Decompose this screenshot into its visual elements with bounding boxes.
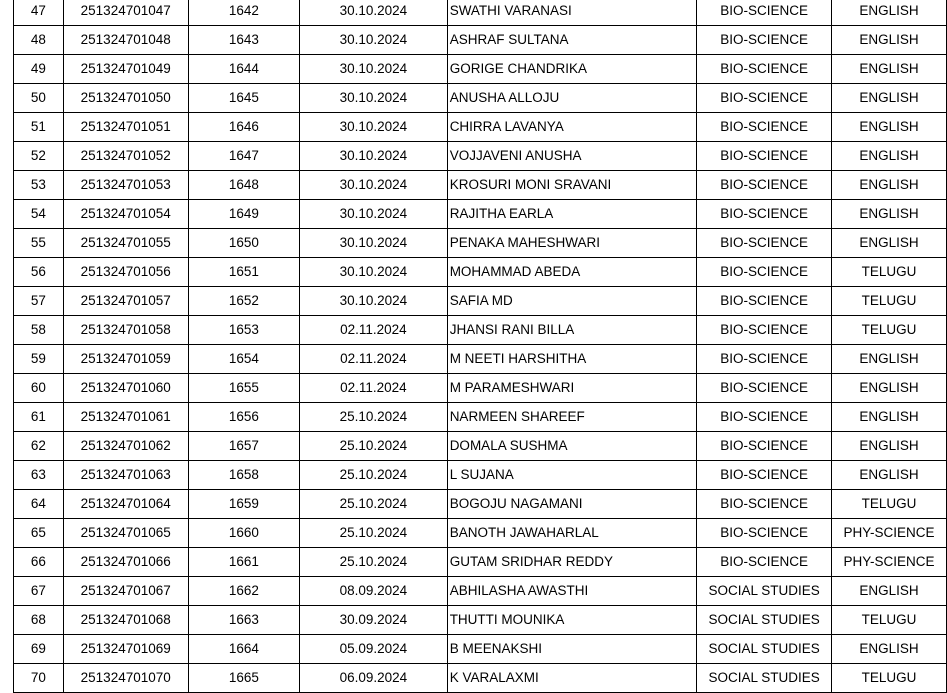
candidate-name-cell: K VARALAXMI xyxy=(447,664,697,693)
table-row xyxy=(14,113,947,142)
subject-cell: BIO-SCIENCE xyxy=(697,490,832,519)
candidate-name-cell: SAFIA MD xyxy=(447,287,697,316)
candidate-name-cell: NARMEEN SHAREEF xyxy=(447,403,697,432)
medium-cell: TELUGU xyxy=(832,316,947,345)
date-cell: 30.10.2024 xyxy=(300,55,448,84)
date-cell: 25.10.2024 xyxy=(300,403,448,432)
table-row xyxy=(14,258,947,287)
date-cell: 05.09.2024 xyxy=(300,635,448,664)
code-cell: 1649 xyxy=(188,200,300,229)
registration-number-cell: 251324701052 xyxy=(63,142,188,171)
candidate-name-cell: ABHILASHA AWASTHI xyxy=(447,577,697,606)
date-cell: 08.09.2024 xyxy=(300,577,448,606)
serial-number-cell: 67 xyxy=(14,577,64,606)
medium-cell: ENGLISH xyxy=(832,200,947,229)
date-cell: 30.10.2024 xyxy=(300,258,448,287)
registration-number-cell: 251324701058 xyxy=(63,316,188,345)
medium-cell: TELUGU xyxy=(832,606,947,635)
code-cell: 1661 xyxy=(188,548,300,577)
medium-cell: PHY-SCIENCE xyxy=(832,548,947,577)
medium-cell: TELUGU xyxy=(832,258,947,287)
table-row xyxy=(14,490,947,519)
medium-cell: ENGLISH xyxy=(832,113,947,142)
candidate-name-cell: ASHRAF SULTANA xyxy=(447,26,697,55)
serial-number-cell: 53 xyxy=(14,171,64,200)
table-row xyxy=(14,345,947,374)
candidate-name-cell: M PARAMESHWARI xyxy=(447,374,697,403)
code-cell: 1654 xyxy=(188,345,300,374)
serial-number-cell: 47 xyxy=(14,0,64,26)
table-row xyxy=(14,316,947,345)
code-cell: 1653 xyxy=(188,316,300,345)
medium-cell: ENGLISH xyxy=(832,374,947,403)
table-row xyxy=(14,664,947,693)
table-row xyxy=(14,142,947,171)
medium-cell: ENGLISH xyxy=(832,229,947,258)
candidate-name-cell: VOJJAVENI ANUSHA xyxy=(447,142,697,171)
candidate-name-cell: RAJITHA EARLA xyxy=(447,200,697,229)
medium-cell: ENGLISH xyxy=(832,26,947,55)
registration-number-cell: 251324701047 xyxy=(63,0,188,26)
table-row xyxy=(14,577,947,606)
date-cell: 30.10.2024 xyxy=(300,171,448,200)
medium-cell: ENGLISH xyxy=(832,461,947,490)
subject-cell: BIO-SCIENCE xyxy=(697,258,832,287)
subject-cell: BIO-SCIENCE xyxy=(697,548,832,577)
code-cell: 1652 xyxy=(188,287,300,316)
table-row xyxy=(14,548,947,577)
date-cell: 02.11.2024 xyxy=(300,374,448,403)
registration-number-cell: 251324701068 xyxy=(63,606,188,635)
table-row xyxy=(14,200,947,229)
medium-cell: ENGLISH xyxy=(832,142,947,171)
subject-cell: BIO-SCIENCE xyxy=(697,84,832,113)
date-cell: 30.10.2024 xyxy=(300,200,448,229)
subject-cell: BIO-SCIENCE xyxy=(697,461,832,490)
candidate-name-cell: SWATHI VARANASI xyxy=(447,0,697,26)
subject-cell: BIO-SCIENCE xyxy=(697,316,832,345)
code-cell: 1651 xyxy=(188,258,300,287)
candidate-name-cell: KROSURI MONI SRAVANI xyxy=(447,171,697,200)
registration-number-cell: 251324701064 xyxy=(63,490,188,519)
candidate-name-cell: CHIRRA LAVANYA xyxy=(447,113,697,142)
subject-cell: BIO-SCIENCE xyxy=(697,345,832,374)
subject-cell: BIO-SCIENCE xyxy=(697,171,832,200)
date-cell: 30.10.2024 xyxy=(300,229,448,258)
code-cell: 1662 xyxy=(188,577,300,606)
code-cell: 1648 xyxy=(188,171,300,200)
table-row xyxy=(14,55,947,84)
registration-number-cell: 251324701062 xyxy=(63,432,188,461)
registration-number-cell: 251324701053 xyxy=(63,171,188,200)
table-row xyxy=(14,84,947,113)
serial-number-cell: 58 xyxy=(14,316,64,345)
registration-number-cell: 251324701070 xyxy=(63,664,188,693)
date-cell: 02.11.2024 xyxy=(300,345,448,374)
date-cell: 30.10.2024 xyxy=(300,84,448,113)
date-cell: 30.10.2024 xyxy=(300,113,448,142)
date-cell: 30.09.2024 xyxy=(300,606,448,635)
table-row xyxy=(14,461,947,490)
medium-cell: TELUGU xyxy=(832,490,947,519)
serial-number-cell: 49 xyxy=(14,55,64,84)
subject-cell: SOCIAL STUDIES xyxy=(697,606,832,635)
registration-number-cell: 251324701060 xyxy=(63,374,188,403)
registration-number-cell: 251324701063 xyxy=(63,461,188,490)
code-cell: 1656 xyxy=(188,403,300,432)
code-cell: 1650 xyxy=(188,229,300,258)
serial-number-cell: 70 xyxy=(14,664,64,693)
code-cell: 1659 xyxy=(188,490,300,519)
medium-cell: ENGLISH xyxy=(832,55,947,84)
code-cell: 1660 xyxy=(188,519,300,548)
serial-number-cell: 61 xyxy=(14,403,64,432)
code-cell: 1645 xyxy=(188,84,300,113)
serial-number-cell: 59 xyxy=(14,345,64,374)
subject-cell: SOCIAL STUDIES xyxy=(697,577,832,606)
subject-cell: BIO-SCIENCE xyxy=(697,26,832,55)
table-row xyxy=(14,374,947,403)
code-cell: 1657 xyxy=(188,432,300,461)
serial-number-cell: 56 xyxy=(14,258,64,287)
subject-cell: BIO-SCIENCE xyxy=(697,519,832,548)
registration-number-cell: 251324701051 xyxy=(63,113,188,142)
table-row xyxy=(14,171,947,200)
code-cell: 1644 xyxy=(188,55,300,84)
subject-cell: BIO-SCIENCE xyxy=(697,432,832,461)
registration-number-cell: 251324701050 xyxy=(63,84,188,113)
candidate-name-cell: PENAKA MAHESHWARI xyxy=(447,229,697,258)
code-cell: 1664 xyxy=(188,635,300,664)
subject-cell: BIO-SCIENCE xyxy=(697,200,832,229)
registration-number-cell: 251324701059 xyxy=(63,345,188,374)
serial-number-cell: 50 xyxy=(14,84,64,113)
candidate-name-cell: M NEETI HARSHITHA xyxy=(447,345,697,374)
code-cell: 1655 xyxy=(188,374,300,403)
date-cell: 30.10.2024 xyxy=(300,142,448,171)
registration-number-cell: 251324701069 xyxy=(63,635,188,664)
medium-cell: ENGLISH xyxy=(832,432,947,461)
records-table-body xyxy=(14,0,947,693)
date-cell: 02.11.2024 xyxy=(300,316,448,345)
medium-cell: ENGLISH xyxy=(832,635,947,664)
serial-number-cell: 60 xyxy=(14,374,64,403)
date-cell: 25.10.2024 xyxy=(300,548,448,577)
serial-number-cell: 65 xyxy=(14,519,64,548)
registration-number-cell: 251324701061 xyxy=(63,403,188,432)
serial-number-cell: 51 xyxy=(14,113,64,142)
serial-number-cell: 52 xyxy=(14,142,64,171)
medium-cell: ENGLISH xyxy=(832,345,947,374)
medium-cell: PHY-SCIENCE xyxy=(832,519,947,548)
medium-cell: TELUGU xyxy=(832,664,947,693)
registration-number-cell: 251324701056 xyxy=(63,258,188,287)
registration-number-cell: 251324701054 xyxy=(63,200,188,229)
serial-number-cell: 66 xyxy=(14,548,64,577)
date-cell: 25.10.2024 xyxy=(300,461,448,490)
code-cell: 1647 xyxy=(188,142,300,171)
candidate-name-cell: B MEENAKSHI xyxy=(447,635,697,664)
table-row xyxy=(14,432,947,461)
date-cell: 25.10.2024 xyxy=(300,519,448,548)
candidate-name-cell: DOMALA SUSHMA xyxy=(447,432,697,461)
date-cell: 30.10.2024 xyxy=(300,0,448,26)
candidate-name-cell: MOHAMMAD ABEDA xyxy=(447,258,697,287)
subject-cell: BIO-SCIENCE xyxy=(697,142,832,171)
table-row xyxy=(14,635,947,664)
registration-number-cell: 251324701057 xyxy=(63,287,188,316)
serial-number-cell: 68 xyxy=(14,606,64,635)
medium-cell: ENGLISH xyxy=(832,403,947,432)
date-cell: 25.10.2024 xyxy=(300,490,448,519)
subject-cell: BIO-SCIENCE xyxy=(697,0,832,26)
candidate-name-cell: BANOTH JAWAHARLAL xyxy=(447,519,697,548)
candidate-name-cell: ANUSHA ALLOJU xyxy=(447,84,697,113)
subject-cell: BIO-SCIENCE xyxy=(697,55,832,84)
registration-number-cell: 251324701048 xyxy=(63,26,188,55)
date-cell: 30.10.2024 xyxy=(300,26,448,55)
medium-cell: TELUGU xyxy=(832,287,947,316)
date-cell: 30.10.2024 xyxy=(300,287,448,316)
code-cell: 1663 xyxy=(188,606,300,635)
subject-cell: SOCIAL STUDIES xyxy=(697,635,832,664)
serial-number-cell: 48 xyxy=(14,26,64,55)
serial-number-cell: 63 xyxy=(14,461,64,490)
registration-number-cell: 251324701066 xyxy=(63,548,188,577)
code-cell: 1646 xyxy=(188,113,300,142)
registration-number-cell: 251324701049 xyxy=(63,55,188,84)
subject-cell: SOCIAL STUDIES xyxy=(697,664,832,693)
table-row xyxy=(14,519,947,548)
serial-number-cell: 55 xyxy=(14,229,64,258)
table-row xyxy=(14,26,947,55)
records-table xyxy=(13,0,947,693)
subject-cell: BIO-SCIENCE xyxy=(697,374,832,403)
table-row xyxy=(14,606,947,635)
candidate-name-cell: GORIGE CHANDRIKA xyxy=(447,55,697,84)
medium-cell: ENGLISH xyxy=(832,0,947,26)
code-cell: 1643 xyxy=(188,26,300,55)
medium-cell: ENGLISH xyxy=(832,577,947,606)
serial-number-cell: 54 xyxy=(14,200,64,229)
code-cell: 1658 xyxy=(188,461,300,490)
medium-cell: ENGLISH xyxy=(832,171,947,200)
table-row xyxy=(14,0,947,26)
candidate-name-cell: L SUJANA xyxy=(447,461,697,490)
serial-number-cell: 64 xyxy=(14,490,64,519)
registration-number-cell: 251324701067 xyxy=(63,577,188,606)
candidate-name-cell: THUTTI MOUNIKA xyxy=(447,606,697,635)
code-cell: 1642 xyxy=(188,0,300,26)
candidate-name-cell: BOGOJU NAGAMANI xyxy=(447,490,697,519)
subject-cell: BIO-SCIENCE xyxy=(697,113,832,142)
candidate-name-cell: JHANSI RANI BILLA xyxy=(447,316,697,345)
date-cell: 06.09.2024 xyxy=(300,664,448,693)
registration-number-cell: 251324701065 xyxy=(63,519,188,548)
subject-cell: BIO-SCIENCE xyxy=(697,287,832,316)
subject-cell: BIO-SCIENCE xyxy=(697,403,832,432)
subject-cell: BIO-SCIENCE xyxy=(697,229,832,258)
registration-number-cell: 251324701055 xyxy=(63,229,188,258)
table-row xyxy=(14,403,947,432)
serial-number-cell: 57 xyxy=(14,287,64,316)
date-cell: 25.10.2024 xyxy=(300,432,448,461)
table-row xyxy=(14,229,947,258)
serial-number-cell: 69 xyxy=(14,635,64,664)
candidate-name-cell: GUTAM SRIDHAR REDDY xyxy=(447,548,697,577)
table-row xyxy=(14,287,947,316)
serial-number-cell: 62 xyxy=(14,432,64,461)
code-cell: 1665 xyxy=(188,664,300,693)
medium-cell: ENGLISH xyxy=(832,84,947,113)
